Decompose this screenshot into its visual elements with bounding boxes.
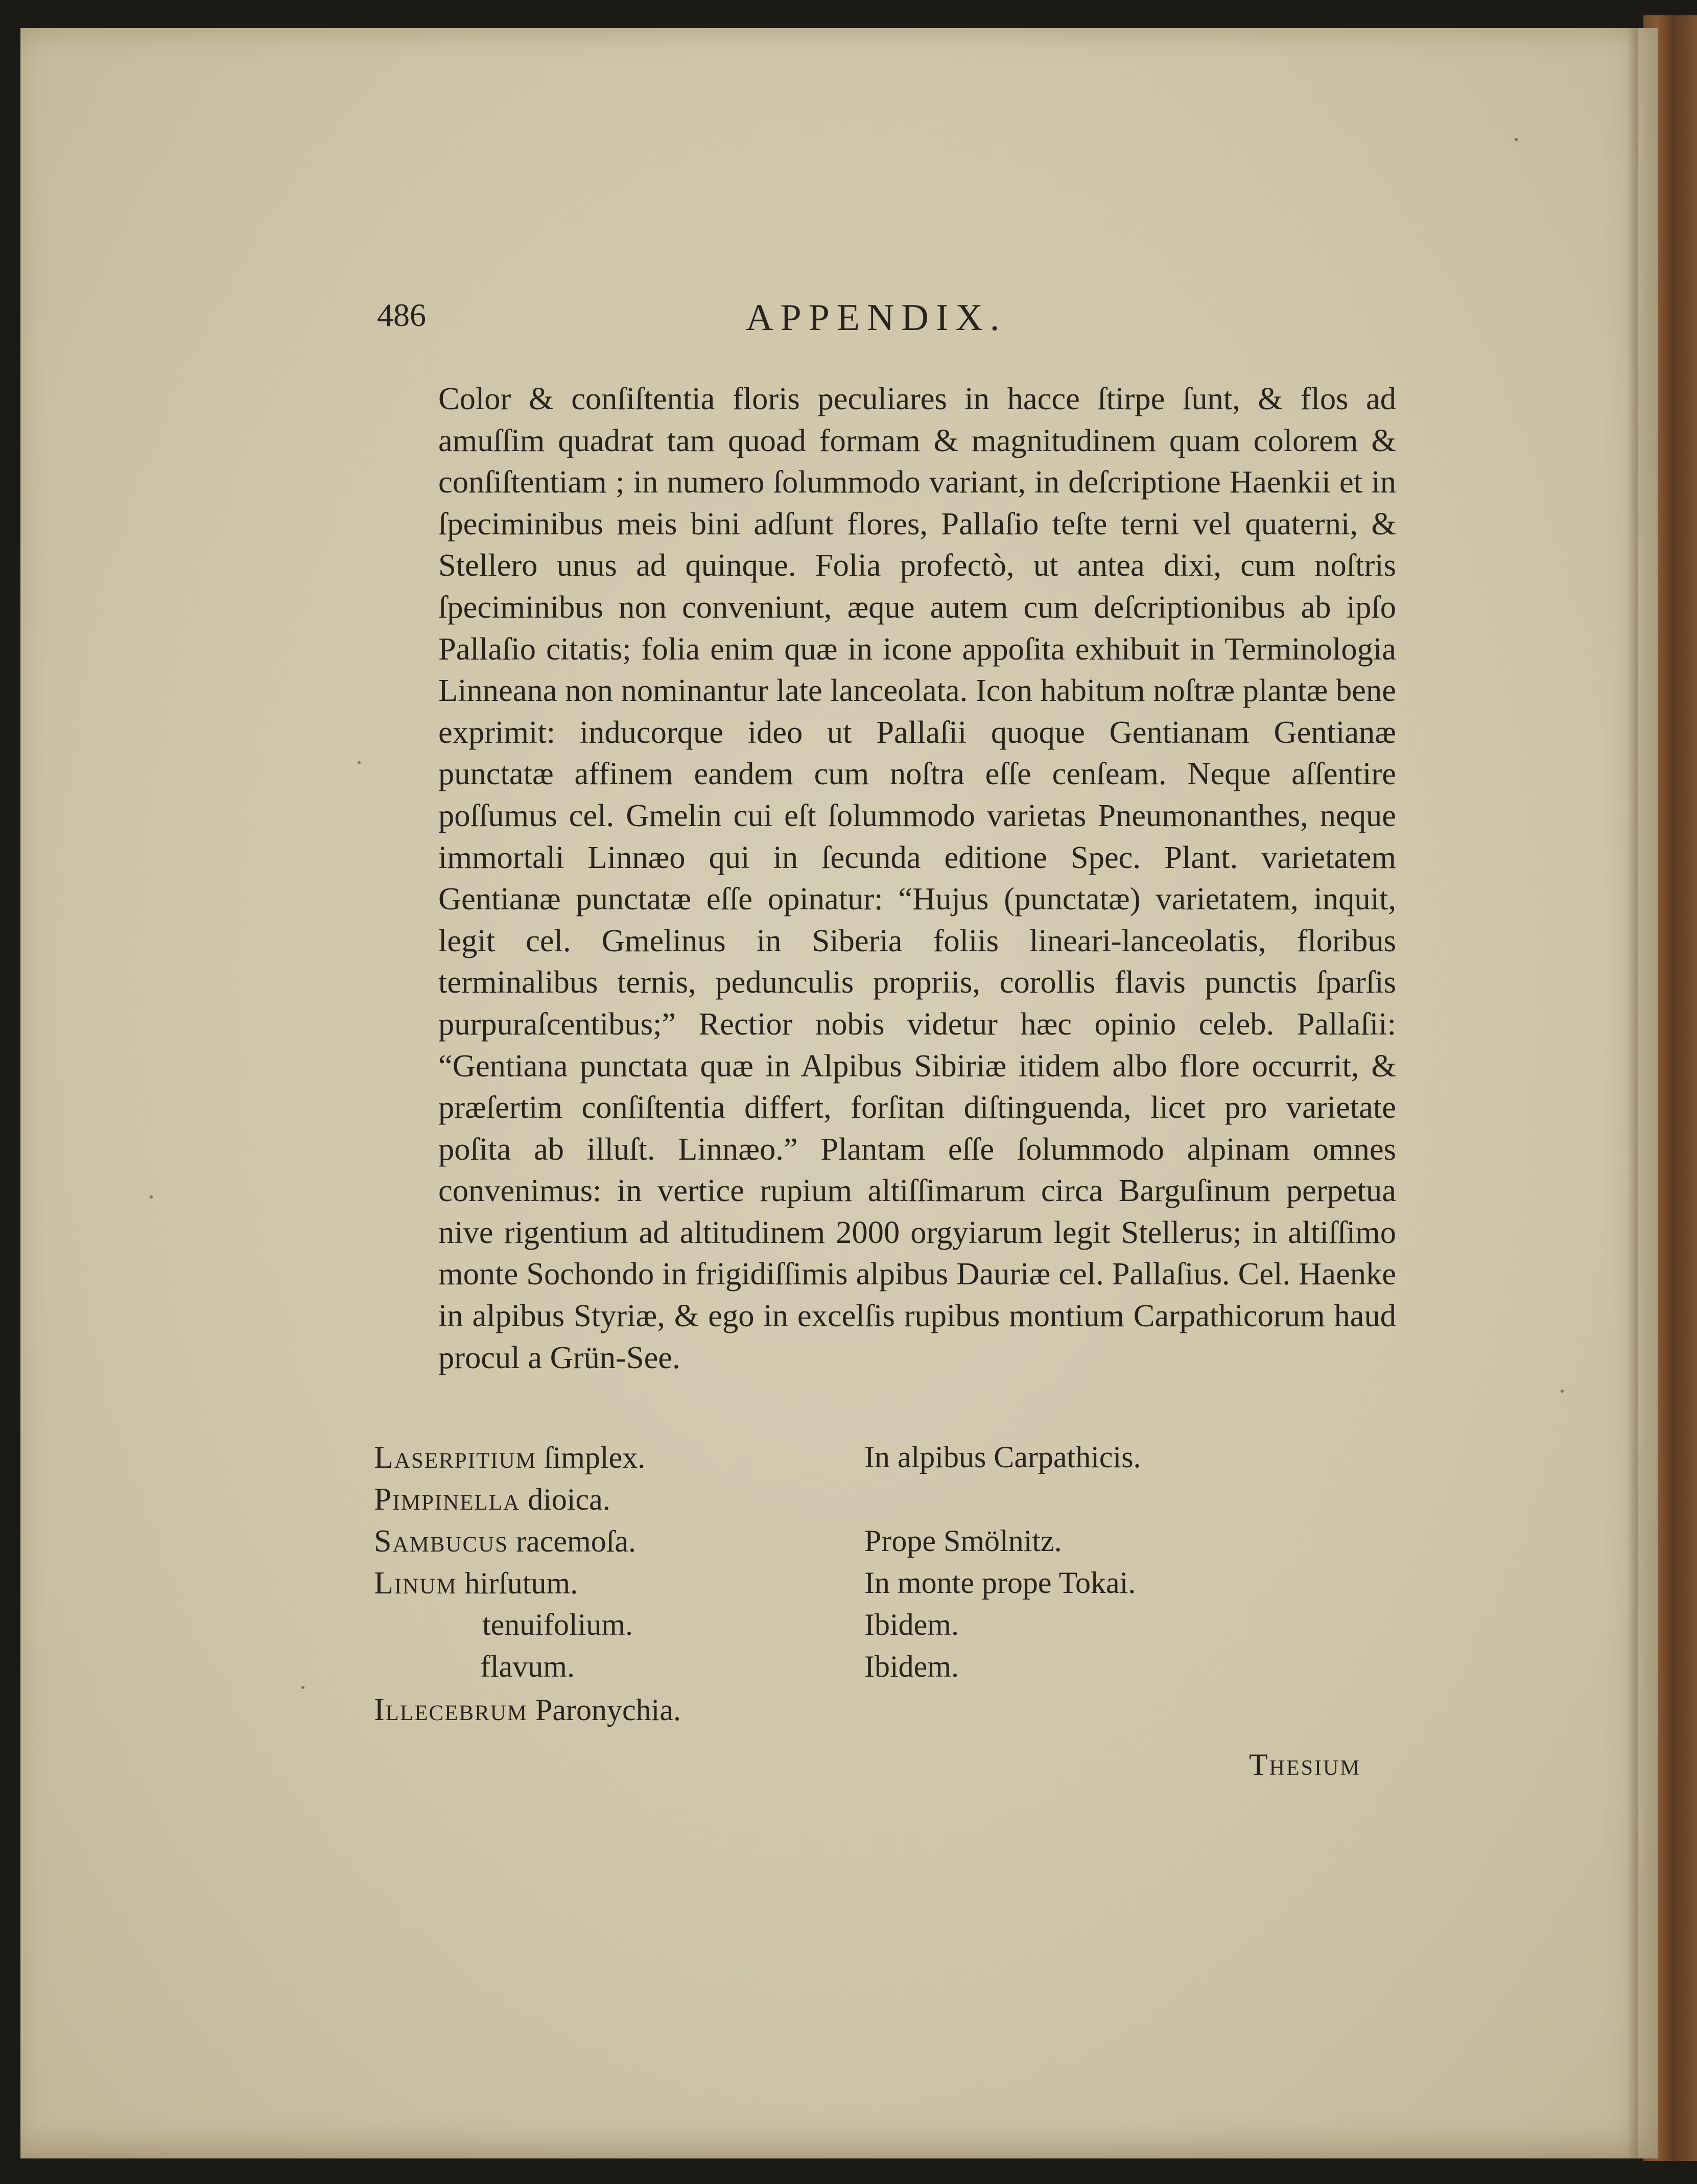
species-row — [374, 1482, 1396, 1523]
species-locality: Ibidem. — [864, 1608, 959, 1641]
species-epithet: ſimplex. — [544, 1441, 646, 1474]
genus-name: Sambucus — [374, 1524, 509, 1559]
paper-speck — [150, 1195, 153, 1199]
species-locality: In monte prope Tokai. — [864, 1566, 1136, 1600]
species-epithet: racemoſa. — [516, 1524, 636, 1558]
species-row — [374, 1523, 1396, 1565]
paper-speck — [1561, 1390, 1564, 1393]
species-name — [374, 1523, 636, 1560]
species-row — [374, 1649, 1396, 1691]
species-locality: Prope Smölnitz. — [864, 1524, 1062, 1558]
genus-name: Laserpitium — [374, 1440, 536, 1475]
species-name — [374, 1482, 610, 1518]
catchword: Thesium — [1249, 1748, 1361, 1781]
page-fold-shadow — [1627, 28, 1638, 2158]
genus-name: Illecebrum — [374, 1693, 528, 1727]
page-number: 486 — [377, 297, 426, 333]
species-row — [374, 1565, 1396, 1607]
paper-speck — [358, 761, 361, 764]
paper-speck — [301, 1686, 304, 1689]
genus-name: Pimpinella — [374, 1482, 521, 1517]
species-name — [374, 1565, 578, 1602]
species-locality: Ibidem. — [864, 1650, 959, 1683]
species-row — [374, 1692, 1396, 1734]
species-row — [374, 1607, 1396, 1649]
running-head: APPENDIX. — [746, 297, 1007, 339]
species-locality: In alpibus Carpathicis. — [864, 1440, 1141, 1474]
species-epithet: Paronychia. — [535, 1693, 681, 1727]
genus-name: Linum — [374, 1566, 457, 1601]
species-epithet: dioica. — [528, 1483, 610, 1516]
species-epithet: hirſutum. — [464, 1566, 578, 1600]
species-row — [374, 1440, 1396, 1482]
species-epithet: flavum. — [480, 1650, 575, 1683]
body-paragraph: Color & conſiſtentia floris peculiares in hacce ſtirpe ſunt, & flos ad amuſſim quadrat tam quoad formam & magnitudinem quam colorem & conſiſtentiam ; in numero ſolummodo variant, in deſcriptione Haenkii et in ſpeciminibus meis bini adſunt flores, Pallaſio teſte terni vel quaterni, & Stellero unus ad quinque. Folia profectò, ut antea dixi, cum noſtris ſpeciminibus non conveniunt, æque autem cum deſcriptionibus ab ipſo Pallaſio citatis; folia enim quæ in icone appoſita exhibuit in Terminologia Linneana non nominantur late lanceolata. Icon habitum noſtræ plantæ bene exprimit: inducorque ideo ut Pallaſii quoque Gentianam Gentianæ punctatæ affinem eandem cum noſtra eſſe cenſeam. Neque aſſentire poſſumus cel. Gmelin cui eſt ſolummodo varietas Pneumonanthes, neque immortali Linnæo qui in ſecunda editione Spec. Plant. varietatem Gentianæ punctatæ eſſe opinatur: “Hujus (punctatæ) varietatem, inquit, legit cel. Gmelinus in Siberia foliis lineari-lanceolatis, floribus terminalibus ternis, pedunculis propriis, corollis flavis punctis ſparſis purpuraſcentibus;” Rectior nobis videtur hæc opinio celeb. Pallaſii: “Gentiana punctata quæ in Alpibus Sibiriæ itidem albo flore occurrit, & præſertim conſiſtentia differt, forſitan diſtinguenda, licet pro varietate poſita ab illuſt. Linnæo.” Plantam eſſe ſolummodo alpinam omnes convenimus: in vertice rupium altiſſimarum circa Barguſinum perpetua nive rigentium ad altitudinem 2000 orgyiarum legit Stellerus; in altiſſimo monte Sochondo in frigidiſſimis alpibus Dauriæ cel. Pallaſius. Cel. Haenke in alpibus Styriæ, & ego in excelſis rupibus montium Carpathicorum haud procul a Grün-See. — [438, 381, 1396, 1375]
species-name — [374, 1440, 645, 1476]
paper-speck — [1515, 138, 1518, 141]
species-name — [374, 1692, 681, 1728]
species-epithet: tenuifolium. — [482, 1608, 633, 1641]
